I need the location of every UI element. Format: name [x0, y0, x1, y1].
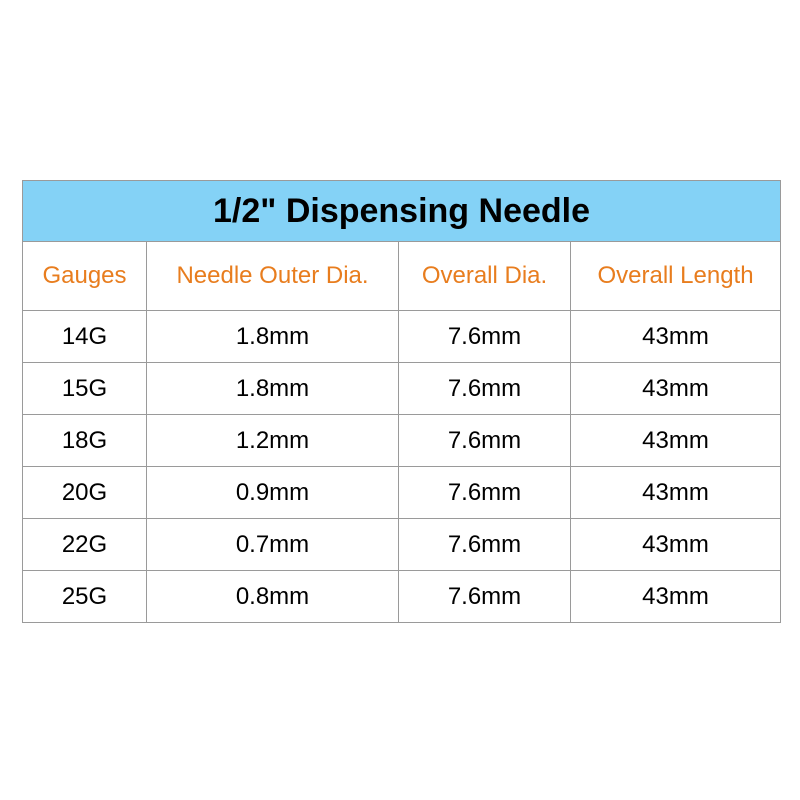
table-row — [23, 311, 781, 363]
overall-dia-cell: 7.6mm — [399, 571, 571, 623]
header-overall-length: Overall Length — [571, 242, 781, 311]
header-row — [23, 242, 781, 311]
title-row — [23, 181, 781, 242]
gauge-cell: 22G — [23, 519, 147, 571]
overall-dia-cell: 7.6mm — [399, 467, 571, 519]
outer-dia-cell: 0.8mm — [147, 571, 399, 623]
table-row — [23, 363, 781, 415]
overall-length-cell: 43mm — [571, 467, 781, 519]
gauge-cell: 18G — [23, 415, 147, 467]
table-row — [23, 415, 781, 467]
overall-dia-cell: 7.6mm — [399, 415, 571, 467]
gauge-cell: 15G — [23, 363, 147, 415]
overall-length-cell: 43mm — [571, 571, 781, 623]
needle-spec-table — [22, 180, 781, 623]
outer-dia-cell: 0.7mm — [147, 519, 399, 571]
header-gauges: Gauges — [23, 242, 147, 311]
gauge-cell: 25G — [23, 571, 147, 623]
gauge-cell: 14G — [23, 311, 147, 363]
overall-length-cell: 43mm — [571, 363, 781, 415]
gauge-cell: 20G — [23, 467, 147, 519]
outer-dia-cell: 1.8mm — [147, 311, 399, 363]
header-overall-dia: Overall Dia. — [399, 242, 571, 311]
table-title: 1/2" Dispensing Needle — [23, 181, 781, 242]
overall-dia-cell: 7.6mm — [399, 519, 571, 571]
table-row — [23, 519, 781, 571]
table-row — [23, 571, 781, 623]
outer-dia-cell: 1.2mm — [147, 415, 399, 467]
overall-length-cell: 43mm — [571, 519, 781, 571]
header-needle-outer-dia: Needle Outer Dia. — [147, 242, 399, 311]
overall-length-cell: 43mm — [571, 415, 781, 467]
table-row — [23, 467, 781, 519]
overall-length-cell: 43mm — [571, 311, 781, 363]
overall-dia-cell: 7.6mm — [399, 311, 571, 363]
overall-dia-cell: 7.6mm — [399, 363, 571, 415]
outer-dia-cell: 0.9mm — [147, 467, 399, 519]
outer-dia-cell: 1.8mm — [147, 363, 399, 415]
